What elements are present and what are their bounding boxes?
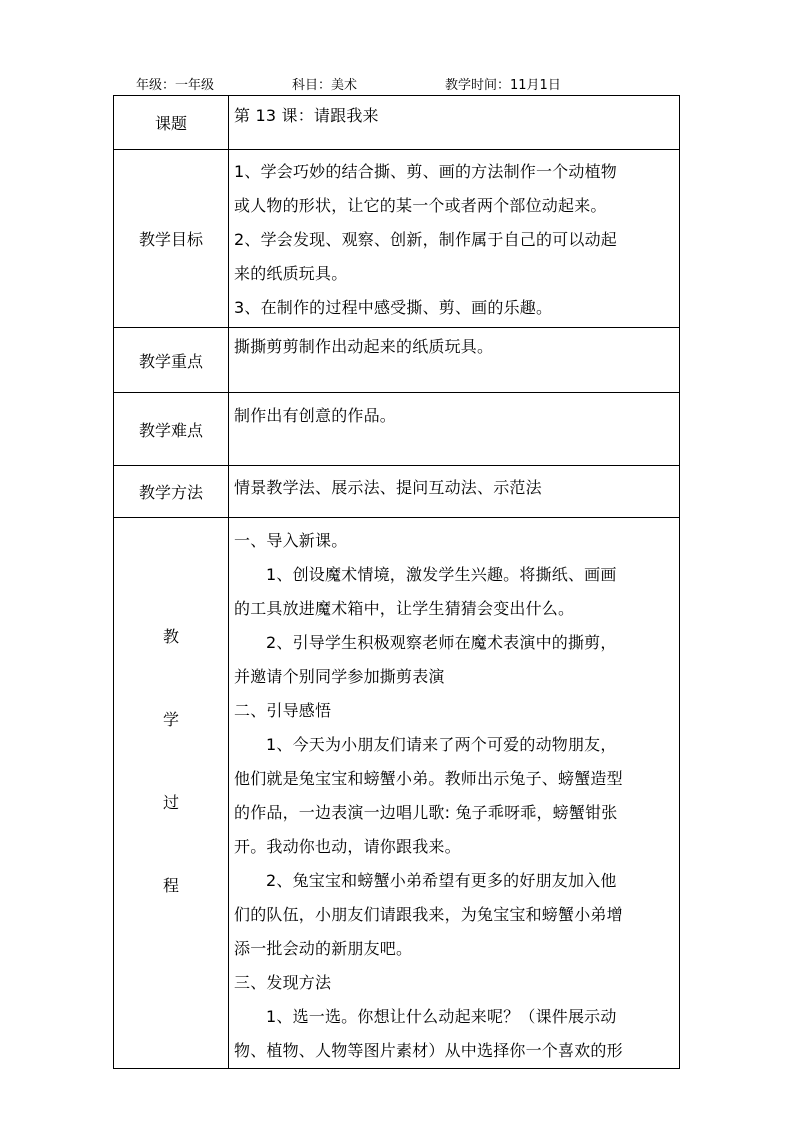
key-points-text: 撕撕剪剪制作出动起来的纸质玩具。 (234, 337, 494, 356)
process-line: 他们就是兔宝宝和螃蟹小弟。教师出示兔子、螃蟹造型 (234, 769, 623, 788)
process-line: 1、创设魔术情境，激发学生兴趣。将撕纸、画画 (266, 565, 617, 584)
topic-label: 课题 (114, 96, 229, 150)
topic-row (114, 96, 680, 150)
process-line: 1、今天为小朋友们请来了两个可爱的动物朋友， (266, 735, 617, 754)
subject-text: 科目：美术 (292, 78, 358, 93)
process-row (114, 518, 680, 1069)
document-header (0, 74, 794, 94)
process-line: 们的队伍，小朋友们请跟我来，为兔宝宝和螃蟹小弟增 (234, 905, 623, 924)
grade-text: 年级：一年级 (136, 78, 215, 93)
process-label (114, 518, 229, 1069)
goals-line: 或人物的形状，让它的某一个或者两个部位动起来。 (234, 196, 607, 215)
methods-row (114, 466, 680, 518)
key-points-label: 教学重点 (114, 328, 229, 393)
goals-line: 来的纸质玩具。 (234, 264, 348, 283)
process-section-heading: 一、导入新课。 (234, 531, 348, 550)
process-line: 的工具放进魔术箱中，让学生猜猜会变出什么。 (234, 599, 575, 618)
process-content (229, 518, 680, 1069)
process-label-char: 教 (162, 627, 179, 646)
process-line: 物、植物、人物等图片素材）从中选择你一个喜欢的形 (234, 1041, 623, 1060)
goals-row (114, 150, 680, 328)
goals-label: 教学目标 (114, 150, 229, 328)
difficulties-label: 教学难点 (114, 393, 229, 466)
process-vertical-label (114, 627, 228, 959)
process-section-heading: 二、引导感悟 (234, 701, 332, 720)
methods-text: 情景教学法、展示法、提问互动法、示范法 (234, 478, 542, 497)
key-points-content (229, 328, 680, 393)
process-line: 并邀请个别同学参加撕剪表演 (234, 667, 445, 686)
goals-line: 1、学会巧妙的结合撕、剪、画的方法制作一个动植物 (234, 162, 617, 181)
lesson-plan-table (113, 95, 680, 1069)
process-section-heading: 三、发现方法 (234, 973, 332, 992)
topic-text: 第 13 课：请跟我来 (234, 106, 379, 125)
key-points-row (114, 328, 680, 393)
methods-content (229, 466, 680, 518)
process-line: 开。我动你也动，请你跟我来。 (234, 837, 461, 856)
goals-line: 3、在制作的过程中感受撕、剪、画的乐趣。 (234, 298, 553, 317)
process-line: 的作品，一边表演一边唱儿歌: 兔子乖呀乖，螃蟹钳张 (234, 803, 618, 822)
topic-content (229, 96, 680, 150)
process-label-char: 学 (162, 710, 179, 729)
process-line: 1、选一选。你想让什么动起来呢？（课件展示动 (266, 1007, 617, 1026)
process-line: 2、引导学生积极观察老师在魔术表演中的撕剪， (266, 633, 617, 652)
goals-content (229, 150, 680, 328)
process-label-char: 程 (162, 876, 179, 895)
difficulties-row (114, 393, 680, 466)
difficulties-text: 制作出有创意的作品。 (234, 406, 397, 425)
goals-line: 2、学会发现、观察、创新，制作属于自己的可以动起 (234, 230, 617, 249)
process-line: 添一批会动的新朋友吧。 (234, 939, 413, 958)
difficulties-content (229, 393, 680, 466)
process-line: 2、兔宝宝和螃蟹小弟希望有更多的好朋友加入他 (266, 871, 617, 890)
methods-label: 教学方法 (114, 466, 229, 518)
process-label-char: 过 (162, 793, 179, 812)
teaching-time-text: 教学时间：11月1日 (445, 78, 561, 93)
